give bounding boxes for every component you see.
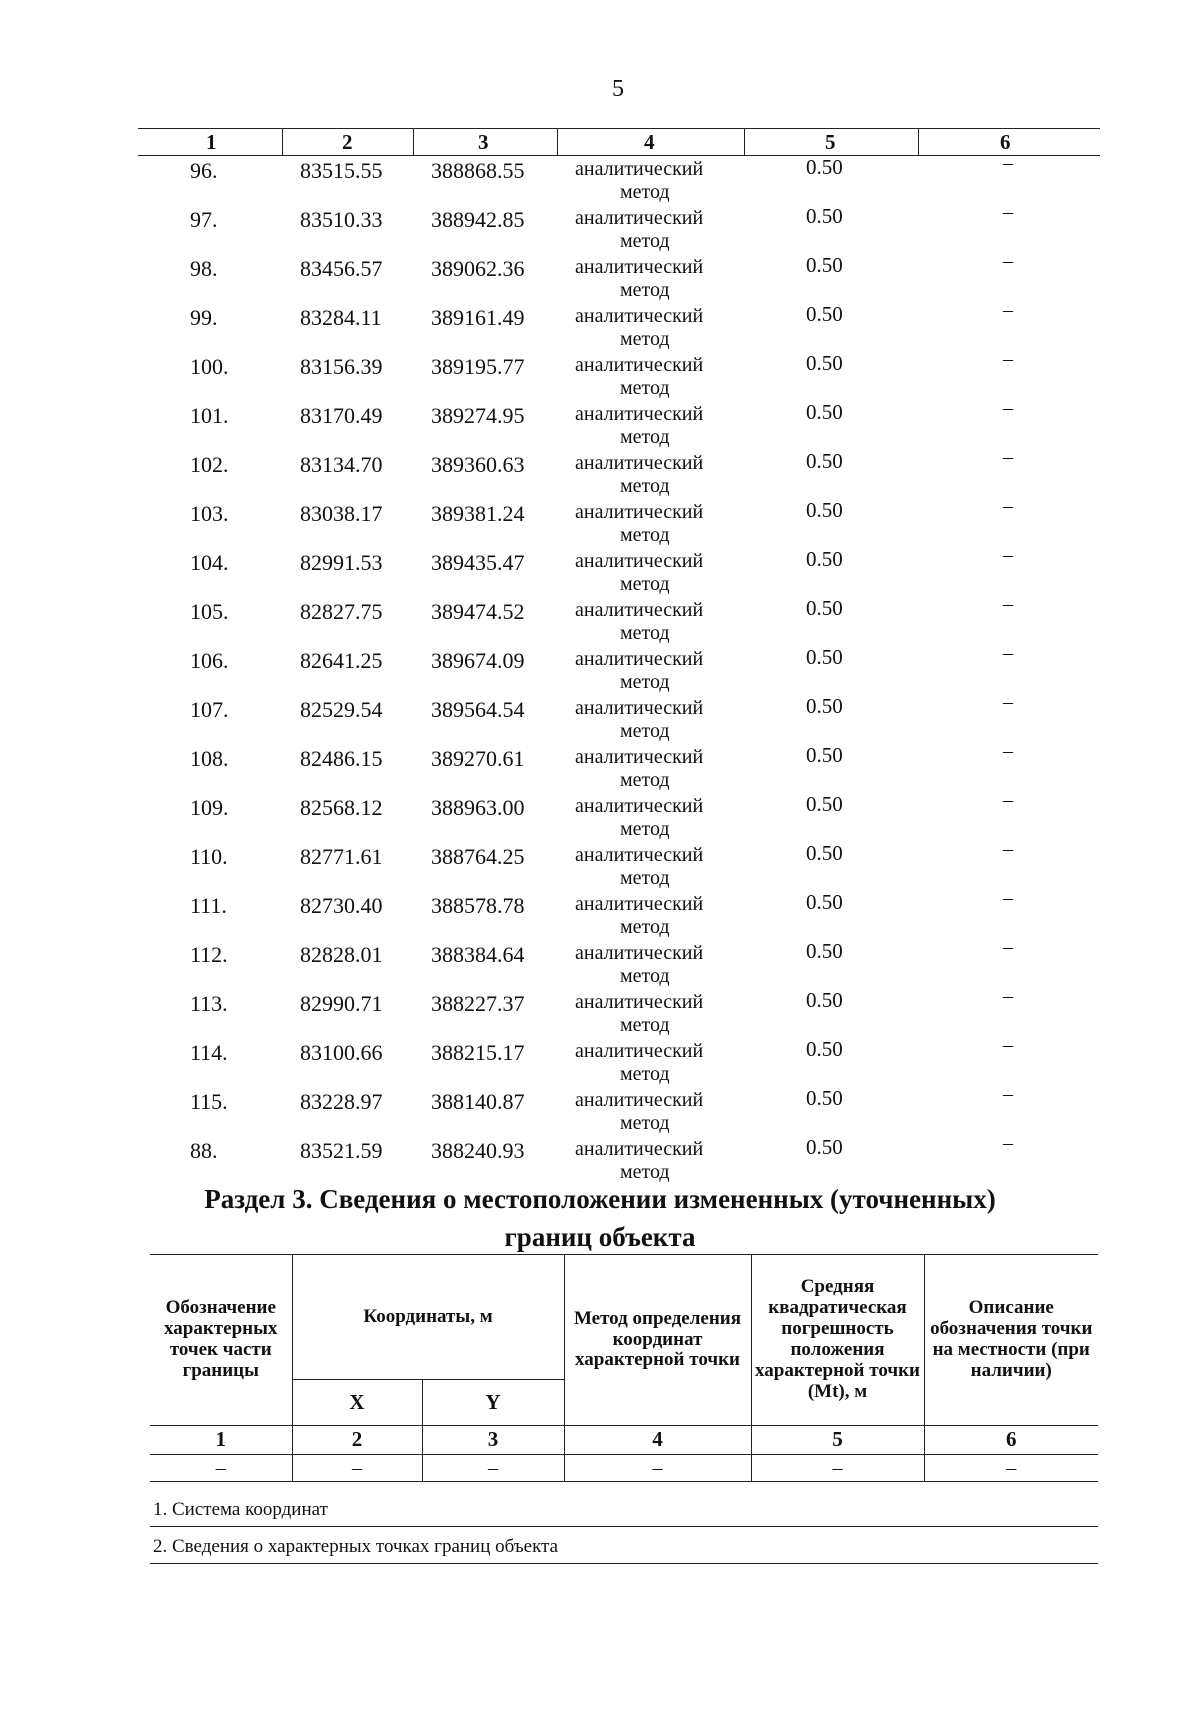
coord-y: 389360.63 <box>431 452 525 477</box>
accuracy: 0.50 <box>806 792 843 816</box>
method-line2: метод <box>620 1161 670 1183</box>
method-line2: метод <box>620 1014 670 1036</box>
point-number: 111. <box>190 893 227 918</box>
coord-x: 83228.97 <box>300 1089 383 1114</box>
table-row <box>0 495 1200 550</box>
table-row <box>0 446 1200 501</box>
table-row <box>0 985 1200 1040</box>
footer-coord-system <box>150 1496 1098 1527</box>
method-line1: аналитический <box>575 256 704 278</box>
table-row <box>0 250 1200 305</box>
description: – <box>1003 1083 1013 1105</box>
empty-cell: – <box>924 1455 1098 1482</box>
coord-x: 83156.39 <box>300 354 383 379</box>
coord-x: 82990.71 <box>300 991 383 1016</box>
coord-y: 389062.36 <box>431 256 525 281</box>
description: – <box>1003 299 1013 321</box>
col-method-header: Метод определения координат характерной точки <box>564 1255 751 1426</box>
point-number: 96. <box>190 158 218 183</box>
col-num: 4 <box>564 1426 751 1455</box>
col-accuracy-header: Средняя квадратическая погрешность положения характерной точки (Mt), м <box>751 1255 924 1426</box>
method-line2: метод <box>620 426 670 448</box>
col-num: 2 <box>292 1426 422 1455</box>
section-title-line1: Раздел 3. Сведения о местоположении измененных (уточненных) <box>204 1184 996 1214</box>
page-number: 5 <box>612 76 624 102</box>
description: – <box>1003 1034 1013 1056</box>
description: – <box>1003 544 1013 566</box>
accuracy: 0.50 <box>806 351 843 375</box>
description: – <box>1003 397 1013 419</box>
col-coords-header: Координаты, м <box>292 1255 564 1380</box>
point-number: 105. <box>190 599 229 624</box>
section-title-line2: границ объекта <box>504 1222 696 1252</box>
table-row <box>0 1083 1200 1138</box>
point-number: 101. <box>190 403 229 428</box>
method-line2: метод <box>620 867 670 889</box>
header-col-4: 4 <box>644 130 655 154</box>
coord-x: 83521.59 <box>300 1138 383 1163</box>
accuracy: 0.50 <box>806 302 843 326</box>
method-line1: аналитический <box>575 746 704 768</box>
method-line1: аналитический <box>575 403 704 425</box>
coord-y: 388578.78 <box>431 893 525 918</box>
coord-y: 388240.93 <box>431 1138 525 1163</box>
accuracy: 0.50 <box>806 939 843 963</box>
coord-x: 82641.25 <box>300 648 383 673</box>
description: – <box>1003 495 1013 517</box>
method-line2: метод <box>620 230 670 252</box>
empty-cell: – <box>292 1455 422 1482</box>
coord-y: 388140.87 <box>431 1089 525 1114</box>
accuracy: 0.50 <box>806 1086 843 1110</box>
coord-y: 388868.55 <box>431 158 525 183</box>
coord-y: 389161.49 <box>431 305 525 330</box>
method-line1: аналитический <box>575 795 704 817</box>
coord-x: 82771.61 <box>300 844 383 869</box>
header-col-6: 6 <box>1000 130 1011 154</box>
coord-y: 388384.64 <box>431 942 525 967</box>
point-number: 100. <box>190 354 229 379</box>
accuracy: 0.50 <box>806 1135 843 1159</box>
method-line1: аналитический <box>575 648 704 670</box>
method-line1: аналитический <box>575 697 704 719</box>
point-number: 113. <box>190 991 228 1016</box>
col-description-header: Описание обозначения точки на местности (при наличии) <box>924 1255 1098 1426</box>
method-line2: метод <box>620 671 670 693</box>
description: – <box>1003 838 1013 860</box>
description: – <box>1003 250 1013 272</box>
table-row <box>0 789 1200 844</box>
coord-y: 388227.37 <box>431 991 525 1016</box>
coord-x: 82529.54 <box>300 697 383 722</box>
table-row <box>0 1132 1200 1187</box>
coord-x: 83284.11 <box>300 305 382 330</box>
col-x-header: X <box>292 1380 422 1426</box>
description: – <box>1003 740 1013 762</box>
header-col-3: 3 <box>478 130 489 154</box>
description: – <box>1003 691 1013 713</box>
point-number: 106. <box>190 648 229 673</box>
accuracy: 0.50 <box>806 890 843 914</box>
table-row <box>0 299 1200 354</box>
col-num: 5 <box>751 1426 924 1455</box>
method-line1: аналитический <box>575 501 704 523</box>
coord-x: 83515.55 <box>300 158 383 183</box>
accuracy: 0.50 <box>806 204 843 228</box>
point-number: 114. <box>190 1040 228 1065</box>
description: – <box>1003 789 1013 811</box>
accuracy: 0.50 <box>806 596 843 620</box>
table-row <box>0 642 1200 697</box>
method-line2: метод <box>620 622 670 644</box>
empty-cell: – <box>564 1455 751 1482</box>
table-row <box>0 887 1200 942</box>
description: – <box>1003 348 1013 370</box>
coord-y: 389474.52 <box>431 599 525 624</box>
coord-x: 82730.40 <box>300 893 383 918</box>
table-row <box>0 201 1200 256</box>
coord-x: 82568.12 <box>300 795 383 820</box>
accuracy: 0.50 <box>806 400 843 424</box>
coord-table-header <box>138 128 1100 156</box>
header-col-5: 5 <box>825 130 836 154</box>
table-row <box>0 936 1200 991</box>
point-number: 97. <box>190 207 218 232</box>
table-row <box>0 593 1200 648</box>
coord-y: 389274.95 <box>431 403 525 428</box>
accuracy: 0.50 <box>806 253 843 277</box>
coord-x: 83456.57 <box>300 256 383 281</box>
coord-x: 82828.01 <box>300 942 383 967</box>
coord-x: 83510.33 <box>300 207 383 232</box>
method-line2: метод <box>620 769 670 791</box>
method-line1: аналитический <box>575 893 704 915</box>
method-line1: аналитический <box>575 1089 704 1111</box>
coord-y: 389435.47 <box>431 550 525 575</box>
description: – <box>1003 936 1013 958</box>
point-number: 110. <box>190 844 228 869</box>
table-row <box>0 544 1200 599</box>
method-line2: метод <box>620 1063 670 1085</box>
method-line1: аналитический <box>575 991 704 1013</box>
table-row <box>0 1034 1200 1089</box>
coord-x: 83134.70 <box>300 452 383 477</box>
coord-y: 389674.09 <box>431 648 525 673</box>
method-line2: метод <box>620 181 670 203</box>
footer-coord-system-text: 1. Система координат <box>153 1499 328 1520</box>
col-points-header: Обозначение характерных точек части границы <box>150 1255 292 1426</box>
description: – <box>1003 152 1013 174</box>
method-line2: метод <box>620 573 670 595</box>
method-line2: метод <box>620 524 670 546</box>
header-col-1: 1 <box>206 130 217 154</box>
coord-y: 388963.00 <box>431 795 525 820</box>
method-line2: метод <box>620 965 670 987</box>
description: – <box>1003 985 1013 1007</box>
point-number: 108. <box>190 746 229 771</box>
accuracy: 0.50 <box>806 743 843 767</box>
description: – <box>1003 201 1013 223</box>
method-line1: аналитический <box>575 1138 704 1160</box>
table-row <box>0 397 1200 452</box>
description: – <box>1003 1132 1013 1154</box>
method-line2: метод <box>620 279 670 301</box>
coord-y: 388215.17 <box>431 1040 525 1065</box>
description: – <box>1003 446 1013 468</box>
table-row <box>0 691 1200 746</box>
method-line1: аналитический <box>575 550 704 572</box>
method-line2: метод <box>620 1112 670 1134</box>
point-number: 115. <box>190 1089 228 1114</box>
col-num: 1 <box>150 1426 292 1455</box>
coord-y: 388942.85 <box>431 207 525 232</box>
method-line2: метод <box>620 916 670 938</box>
point-number: 109. <box>190 795 229 820</box>
accuracy: 0.50 <box>806 547 843 571</box>
method-line2: метод <box>620 818 670 840</box>
coord-y: 389564.54 <box>431 697 525 722</box>
coord-x: 83100.66 <box>300 1040 383 1065</box>
point-number: 88. <box>190 1138 218 1163</box>
method-line1: аналитический <box>575 305 704 327</box>
point-number: 99. <box>190 305 218 330</box>
coord-x: 82827.75 <box>300 599 383 624</box>
method-line1: аналитический <box>575 844 704 866</box>
method-line1: аналитический <box>575 1040 704 1062</box>
accuracy: 0.50 <box>806 841 843 865</box>
method-line1: аналитический <box>575 158 704 180</box>
description: – <box>1003 642 1013 664</box>
point-number: 103. <box>190 501 229 526</box>
point-number: 104. <box>190 550 229 575</box>
coord-x: 82991.53 <box>300 550 383 575</box>
coord-y: 389381.24 <box>431 501 525 526</box>
col-num: 6 <box>924 1426 1098 1455</box>
footer-points-info <box>150 1533 1098 1564</box>
method-line1: аналитический <box>575 207 704 229</box>
empty-cell: – <box>150 1455 292 1482</box>
method-line1: аналитический <box>575 599 704 621</box>
point-number: 102. <box>190 452 229 477</box>
method-line1: аналитический <box>575 354 704 376</box>
point-number: 112. <box>190 942 228 967</box>
coord-x: 83038.17 <box>300 501 383 526</box>
footer-points-info-text: 2. Сведения о характерных точках границ объекта <box>153 1536 559 1557</box>
description: – <box>1003 593 1013 615</box>
accuracy: 0.50 <box>806 694 843 718</box>
accuracy: 0.50 <box>806 645 843 669</box>
coord-y: 389270.61 <box>431 746 525 771</box>
method-line2: метод <box>620 720 670 742</box>
accuracy: 0.50 <box>806 1037 843 1061</box>
coord-x: 82486.15 <box>300 746 383 771</box>
empty-cell: – <box>422 1455 564 1482</box>
table-row <box>0 740 1200 795</box>
accuracy: 0.50 <box>806 498 843 522</box>
coord-y: 389195.77 <box>431 354 525 379</box>
description: – <box>1003 887 1013 909</box>
empty-cell: – <box>751 1455 924 1482</box>
header-col-2: 2 <box>342 130 353 154</box>
accuracy: 0.50 <box>806 449 843 473</box>
accuracy: 0.50 <box>806 155 843 179</box>
accuracy: 0.50 <box>806 988 843 1012</box>
method-line2: метод <box>620 475 670 497</box>
method-line2: метод <box>620 328 670 350</box>
point-number: 98. <box>190 256 218 281</box>
table-row <box>0 152 1200 207</box>
coord-y: 388764.25 <box>431 844 525 869</box>
method-line1: аналитический <box>575 452 704 474</box>
method-line1: аналитический <box>575 942 704 964</box>
coord-x: 83170.49 <box>300 403 383 428</box>
table-row <box>0 348 1200 403</box>
section3-table <box>150 1254 1098 1482</box>
col-y-header: Y <box>422 1380 564 1426</box>
col-num: 3 <box>422 1426 564 1455</box>
method-line2: метод <box>620 377 670 399</box>
point-number: 107. <box>190 697 229 722</box>
table-row <box>0 838 1200 893</box>
